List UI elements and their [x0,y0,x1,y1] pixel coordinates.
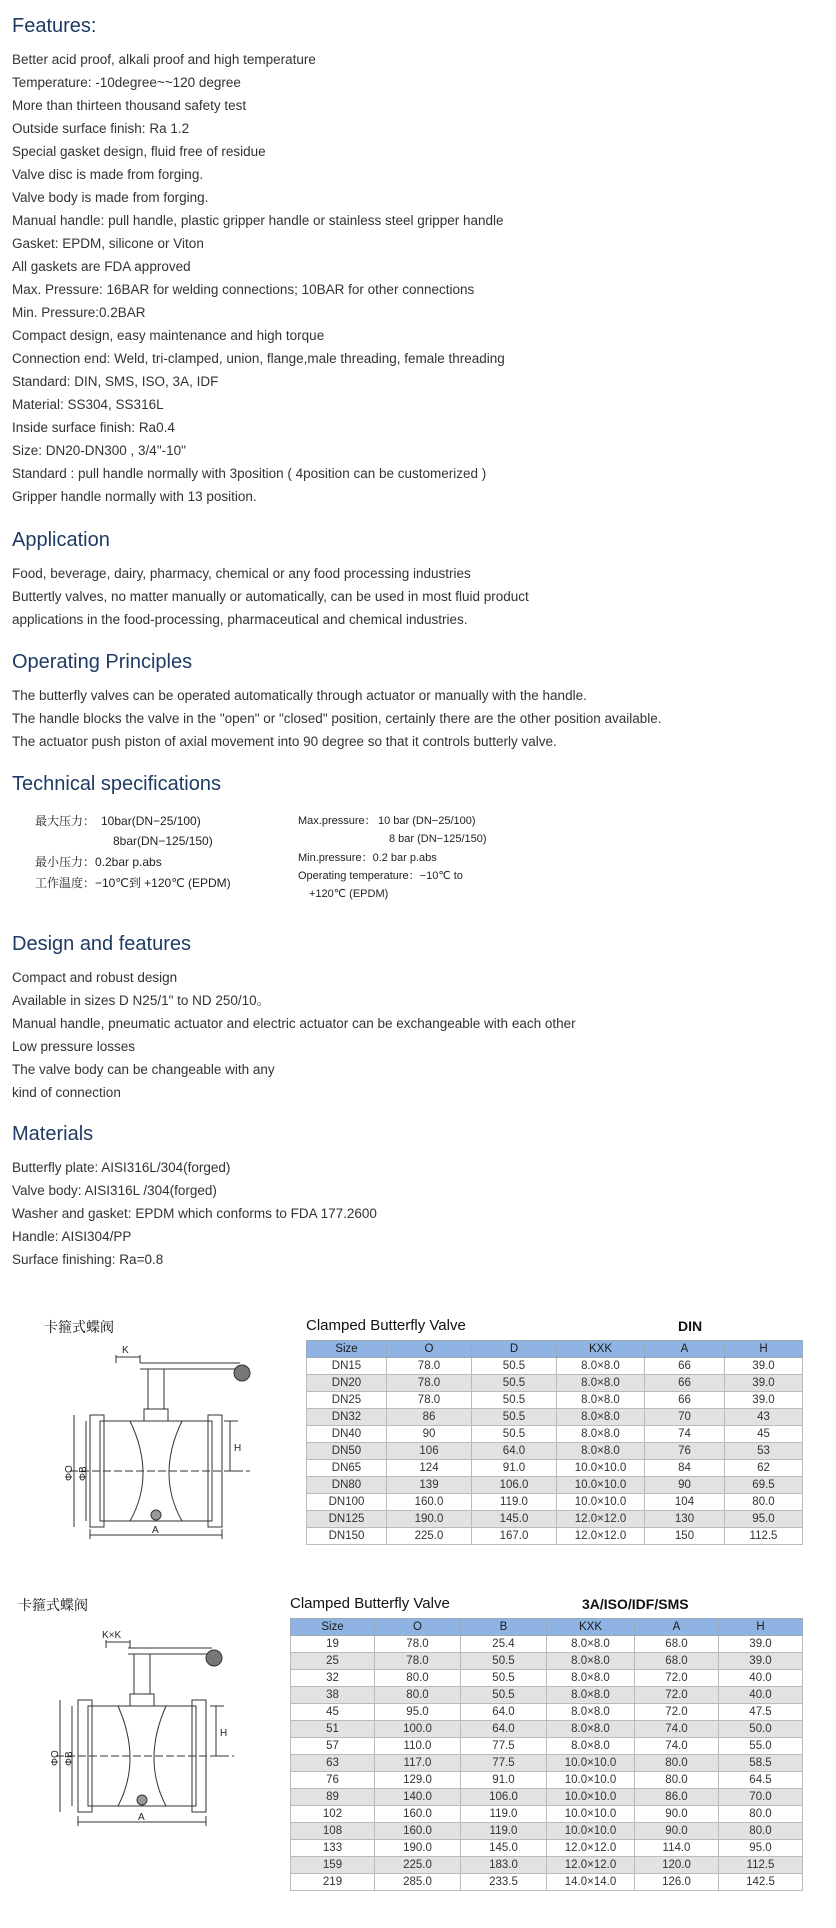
table-cell: 124 [387,1460,472,1477]
table-cell: 63 [291,1755,375,1772]
column-header: D [472,1341,557,1358]
table-cell: 8.0×8.0 [547,1721,635,1738]
features-section [12,12,832,508]
sms-kxk-dim-label: K×K [102,1630,122,1641]
table-cell: 25 [291,1653,375,1670]
feature-item: Size: DN20-DN300 , 3/4"-10" [12,443,186,458]
table-cell: 25.4 [461,1636,547,1653]
table-cell: DN40 [307,1426,387,1443]
table-cell: DN15 [307,1358,387,1375]
table-row [291,1874,803,1891]
application-item: Buttertly valves, no matter manually or automatically, can be used in most fluid product [12,589,529,604]
materials-item: Washer and gasket: EPDM which conforms to FDA 177.2600 [12,1206,377,1221]
table-cell: 167.0 [472,1528,557,1545]
design-item: Compact and robust design [12,970,178,985]
table-row [307,1392,803,1409]
table-cell: 10.0×10.0 [557,1460,645,1477]
operating-item: The handle blocks the valve in the "open" or "closed" position, certainly there are the other position available. [12,711,662,726]
table-cell: 45 [725,1426,803,1443]
table-cell: 40.0 [719,1670,803,1687]
table-cell: 50.5 [461,1687,547,1704]
materials-item: Butterfly plate: AISI316L/304(forged) [12,1160,231,1175]
table-cell: 117.0 [375,1755,461,1772]
sms-table-standard: 3A/ISO/IDF/SMS [582,1596,689,1612]
sms-h-dim-label: H [220,1728,228,1739]
table-row [291,1687,803,1704]
din-b-dim-label: ΦB [78,1466,89,1481]
table-cell: 10.0×10.0 [557,1494,645,1511]
table-cell: 108 [291,1823,375,1840]
feature-item: Gasket: EPDM, silicone or Viton [12,236,204,251]
materials-item: Handle: AISI304/PP [12,1229,132,1244]
table-row [291,1636,803,1653]
sms-cn-label: 卡箍式蝶阀 [18,1597,88,1613]
din-a-dim-label: A [152,1525,159,1536]
table-cell: 86.0 [635,1789,719,1806]
table-cell: 66 [645,1358,725,1375]
design-item: Available in sizes D N25/1" to ND 250/10。 [12,993,271,1008]
din-cn-label: 卡箍式蝶阀 [44,1319,114,1335]
materials-item: Surface finishing: Ra=0.8 [12,1252,164,1267]
table-cell: 38 [291,1687,375,1704]
table-cell: DN65 [307,1460,387,1477]
table-cell: 285.0 [375,1874,461,1891]
table-row [307,1494,803,1511]
table-row [307,1409,803,1426]
table-cell: 145.0 [472,1511,557,1528]
table-cell: 78.0 [375,1636,461,1653]
table-cell: 119.0 [461,1823,547,1840]
din-valve-drawing [60,1345,270,1540]
table-cell: 78.0 [387,1392,472,1409]
table-cell: 102 [291,1806,375,1823]
table-cell: 39.0 [725,1375,803,1392]
table-cell: 66 [645,1392,725,1409]
table-row [291,1755,803,1772]
table-cell: DN80 [307,1477,387,1494]
design-heading: Design and features [12,933,192,955]
operating-item: The butterfly valves can be operated automatically through actuator or manually with the handle. [12,688,587,703]
table-cell: 50.5 [472,1375,557,1392]
feature-item: Material: SS304, SS316L [12,397,164,412]
application-item: Food, beverage, dairy, pharmacy, chemical or any food processing industries [12,566,471,581]
table-row [307,1511,803,1528]
features-list [12,48,832,508]
design-item: Low pressure losses [12,1039,136,1054]
column-header: Size [291,1619,375,1636]
table-cell: 78.0 [375,1653,461,1670]
feature-item: Standard: DIN, SMS, ISO, 3A, IDF [12,374,219,389]
table-cell: 68.0 [635,1636,719,1653]
materials-heading: Materials [12,1123,94,1145]
table-cell: 51 [291,1721,375,1738]
table-cell: 126.0 [635,1874,719,1891]
table-cell: 47.5 [719,1704,803,1721]
table-cell: 64.5 [719,1772,803,1789]
table-cell: 130 [645,1511,725,1528]
table-cell: 50.5 [461,1653,547,1670]
table-cell: 76 [291,1772,375,1789]
feature-item: Gripper handle normally with 13 position. [12,489,257,504]
feature-item: All gaskets are FDA approved [12,259,191,274]
table-cell: 64.0 [461,1721,547,1738]
table-cell: 120.0 [635,1857,719,1874]
design-item: Manual handle, pneumatic actuator and electric actuator can be exchangeable with each other [12,1016,576,1031]
table-cell: 53 [725,1443,803,1460]
table-cell: 219 [291,1874,375,1891]
table-cell: 8.0×8.0 [557,1392,645,1409]
en-max-pressure-1: 10 bar (DN−25/100) [378,815,476,827]
table-cell: 12.0×12.0 [557,1511,645,1528]
operating-item: The actuator push piston of axial movement into 90 degree so that it controls butterly valve. [12,734,557,749]
table-cell: 50.5 [472,1426,557,1443]
table-cell: 62 [725,1460,803,1477]
table-row [291,1704,803,1721]
feature-item: More than thirteen thousand safety test [12,98,247,113]
table-cell: 8.0×8.0 [557,1375,645,1392]
table-cell: 225.0 [375,1857,461,1874]
table-cell: 233.5 [461,1874,547,1891]
column-header: O [375,1619,461,1636]
table-cell: 90.0 [635,1806,719,1823]
table-cell: 95.0 [719,1840,803,1857]
table-cell: DN100 [307,1494,387,1511]
table-cell: 106.0 [472,1477,557,1494]
table-cell: 50.5 [472,1409,557,1426]
design-section [12,930,832,1104]
table-cell: 10.0×10.0 [547,1772,635,1789]
table-cell: 8.0×8.0 [547,1738,635,1755]
din-h-dim-label: H [234,1443,242,1454]
din-table-title: Clamped Butterfly Valve [306,1317,466,1334]
table-cell: DN150 [307,1528,387,1545]
table-cell: 66 [645,1375,725,1392]
table-cell: DN32 [307,1409,387,1426]
feature-item: Better acid proof, alkali proof and high temperature [12,52,316,67]
technical-section [12,770,832,910]
table-cell: 64.0 [461,1704,547,1721]
table-cell: 64.0 [472,1443,557,1460]
table-cell: 57 [291,1738,375,1755]
table-cell: 114.0 [635,1840,719,1857]
materials-item: Valve body: AISI316L /304(forged) [12,1183,217,1198]
column-header: O [387,1341,472,1358]
table-cell: 112.5 [725,1528,803,1545]
table-row [307,1460,803,1477]
table-cell: DN125 [307,1511,387,1528]
table-cell: 106 [387,1443,472,1460]
table-cell: 119.0 [461,1806,547,1823]
technical-heading: Technical specifications [12,773,221,795]
table-cell: DN20 [307,1375,387,1392]
table-cell: 129.0 [375,1772,461,1789]
table-cell: 8.0×8.0 [547,1636,635,1653]
table-row [291,1772,803,1789]
application-list [12,562,832,631]
column-header: KXK [557,1341,645,1358]
table-cell: 104 [645,1494,725,1511]
table-cell: 95.0 [375,1704,461,1721]
table-cell: 190.0 [375,1840,461,1857]
table-cell: 145.0 [461,1840,547,1857]
table-cell: 80.0 [635,1755,719,1772]
table-cell: 90.0 [635,1823,719,1840]
table-cell: 8.0×8.0 [557,1358,645,1375]
table-cell: 19 [291,1636,375,1653]
table-cell: 112.5 [719,1857,803,1874]
table-cell: 74.0 [635,1721,719,1738]
table-cell: 80.0 [375,1687,461,1704]
table-cell: 8.0×8.0 [547,1687,635,1704]
feature-item: Inside surface finish: Ra0.4 [12,420,175,435]
table-cell: 69.5 [725,1477,803,1494]
cn-max-pressure-1: 10bar(DN−25/100) [101,814,201,828]
table-cell: 77.5 [461,1755,547,1772]
table-cell: 90 [387,1426,472,1443]
table-cell: 77.5 [461,1738,547,1755]
table-cell: 58.5 [719,1755,803,1772]
en-min-pressure: Min.pressure：0.2 bar p.abs [298,852,437,864]
table-row [291,1721,803,1738]
table-cell: 91.0 [472,1460,557,1477]
table-cell: 140.0 [375,1789,461,1806]
table-cell: 50.5 [461,1670,547,1687]
materials-list [12,1156,832,1271]
design-item: kind of connection [12,1085,121,1100]
operating-heading: Operating Principles [12,651,193,673]
application-item: applications in the food-processing, pharmaceutical and chemical industries. [12,612,468,627]
table-cell: 90 [645,1477,725,1494]
table-cell: 10.0×10.0 [547,1755,635,1772]
table-row [307,1443,803,1460]
table-row [307,1528,803,1545]
operating-section [12,648,832,753]
table-cell: 39.0 [719,1636,803,1653]
table-cell: 89 [291,1789,375,1806]
sms-a-dim-label: A [138,1812,145,1823]
table-cell: 80.0 [375,1670,461,1687]
table-cell: 139 [387,1477,472,1494]
table-cell: 80.0 [719,1806,803,1823]
table-row [291,1789,803,1806]
table-cell: 76 [645,1443,725,1460]
table-cell: 55.0 [719,1738,803,1755]
table-cell: 43 [725,1409,803,1426]
table-cell: 12.0×12.0 [557,1528,645,1545]
cn-max-pressure-2: 8bar(DN−125/150) [113,834,213,848]
application-heading: Application [12,529,110,551]
table-cell: 142.5 [719,1874,803,1891]
table-cell: 133 [291,1840,375,1857]
en-temperature-1: Operating temperature：−10℃ to [298,870,463,882]
table-cell: 119.0 [472,1494,557,1511]
table-cell: 74.0 [635,1738,719,1755]
table-cell: 80.0 [719,1823,803,1840]
column-header: A [645,1341,725,1358]
table-cell: 10.0×10.0 [547,1789,635,1806]
table-cell: 159 [291,1857,375,1874]
table-cell: 39.0 [719,1653,803,1670]
sms-valve-drawing [44,1630,244,1830]
table-cell: DN25 [307,1392,387,1409]
table-row [291,1806,803,1823]
operating-list [12,684,832,753]
cn-temperature: 工作温度：−10℃到 +120℃ (EPDM) [35,876,231,890]
table-cell: 95.0 [725,1511,803,1528]
table-cell: 80.0 [725,1494,803,1511]
table-cell: 160.0 [387,1494,472,1511]
table-row [307,1375,803,1392]
table-row [291,1653,803,1670]
table-cell: DN50 [307,1443,387,1460]
table-cell: 72.0 [635,1670,719,1687]
table-cell: 72.0 [635,1687,719,1704]
table-cell: 100.0 [375,1721,461,1738]
table-row [307,1477,803,1494]
feature-item: Temperature: -10degree~~120 degree [12,75,241,90]
cn-max-pressure-label: 最大压力： [35,814,96,828]
din-k-dim-label: K [122,1345,129,1356]
design-list [12,966,832,1104]
sms-table-title: Clamped Butterfly Valve [290,1595,450,1612]
table-row [291,1670,803,1687]
table-cell: 12.0×12.0 [547,1857,635,1874]
table-cell: 8.0×8.0 [557,1426,645,1443]
sms-b-dim-label: ΦB [64,1751,75,1766]
column-header: H [719,1619,803,1636]
column-header: KXK [547,1619,635,1636]
column-header: H [725,1341,803,1358]
application-section [12,526,832,631]
table-header-row [291,1619,803,1636]
din-dimension-table [306,1340,803,1545]
table-cell: 70.0 [719,1789,803,1806]
sms-o-dim-label: ΦO [50,1750,61,1766]
table-cell: 68.0 [635,1653,719,1670]
table-cell: 91.0 [461,1772,547,1789]
table-row [291,1738,803,1755]
table-cell: 72.0 [635,1704,719,1721]
table-row [307,1358,803,1375]
feature-item: Manual handle: pull handle, plastic gripper handle or stainless steel gripper handle [12,213,504,228]
materials-section [12,1120,832,1271]
feature-item: Standard : pull handle normally with 3position ( 4position can be customerized ) [12,466,487,481]
table-cell: 8.0×8.0 [547,1670,635,1687]
table-cell: 78.0 [387,1375,472,1392]
table-cell: 39.0 [725,1358,803,1375]
table-cell: 40.0 [719,1687,803,1704]
table-cell: 225.0 [387,1528,472,1545]
feature-item: Connection end: Weld, tri-clamped, union, flange,male threading, female threading [12,351,505,366]
feature-item: Compact design, easy maintenance and high torque [12,328,325,343]
table-cell: 190.0 [387,1511,472,1528]
table-cell: 110.0 [375,1738,461,1755]
column-header: A [635,1619,719,1636]
en-temperature-2: +120℃ (EPDM) [309,888,389,900]
table-cell: 160.0 [375,1806,461,1823]
cn-min-pressure: 最小压力：0.2bar p.abs [35,855,162,869]
feature-item: Min. Pressure:0.2BAR [12,305,146,320]
table-row [291,1823,803,1840]
feature-item: Outside surface finish: Ra 1.2 [12,121,190,136]
table-row [307,1426,803,1443]
table-cell: 70 [645,1409,725,1426]
design-item: The valve body can be changeable with any [12,1062,275,1077]
table-cell: 45 [291,1704,375,1721]
table-cell: 12.0×12.0 [547,1840,635,1857]
table-cell: 8.0×8.0 [547,1653,635,1670]
feature-item: Max. Pressure: 16BAR for welding connections; 10BAR for other connections [12,282,475,297]
table-cell: 50.0 [719,1721,803,1738]
table-cell: 10.0×10.0 [557,1477,645,1494]
table-cell: 32 [291,1670,375,1687]
sms-dimension-table [290,1618,803,1891]
table-cell: 160.0 [375,1823,461,1840]
table-cell: 80.0 [635,1772,719,1789]
feature-item: Valve body is made from forging. [12,190,209,205]
en-max-pressure-label: Max.pressure： [298,815,376,827]
din-o-dim-label: ΦO [64,1465,75,1481]
column-header: B [461,1619,547,1636]
feature-item: Valve disc is made from forging. [12,167,204,182]
table-cell: 150 [645,1528,725,1545]
table-cell: 8.0×8.0 [547,1704,635,1721]
table-cell: 106.0 [461,1789,547,1806]
table-cell: 50.5 [472,1358,557,1375]
table-cell: 8.0×8.0 [557,1409,645,1426]
table-cell: 78.0 [387,1358,472,1375]
table-cell: 10.0×10.0 [547,1806,635,1823]
features-heading: Features: [12,15,97,37]
table-row [291,1840,803,1857]
table-cell: 10.0×10.0 [547,1823,635,1840]
en-max-pressure-2: 8 bar (DN−125/150) [389,833,487,845]
table-cell: 8.0×8.0 [557,1443,645,1460]
din-table-standard: DIN [678,1318,703,1334]
table-cell: 183.0 [461,1857,547,1874]
table-cell: 50.5 [472,1392,557,1409]
table-row [291,1857,803,1874]
table-cell: 39.0 [725,1392,803,1409]
feature-item: Special gasket design, fluid free of residue [12,144,266,159]
table-cell: 84 [645,1460,725,1477]
table-cell: 86 [387,1409,472,1426]
table-cell: 14.0×14.0 [547,1874,635,1891]
column-header: Size [307,1341,387,1358]
table-cell: 74 [645,1426,725,1443]
table-header-row [307,1341,803,1358]
